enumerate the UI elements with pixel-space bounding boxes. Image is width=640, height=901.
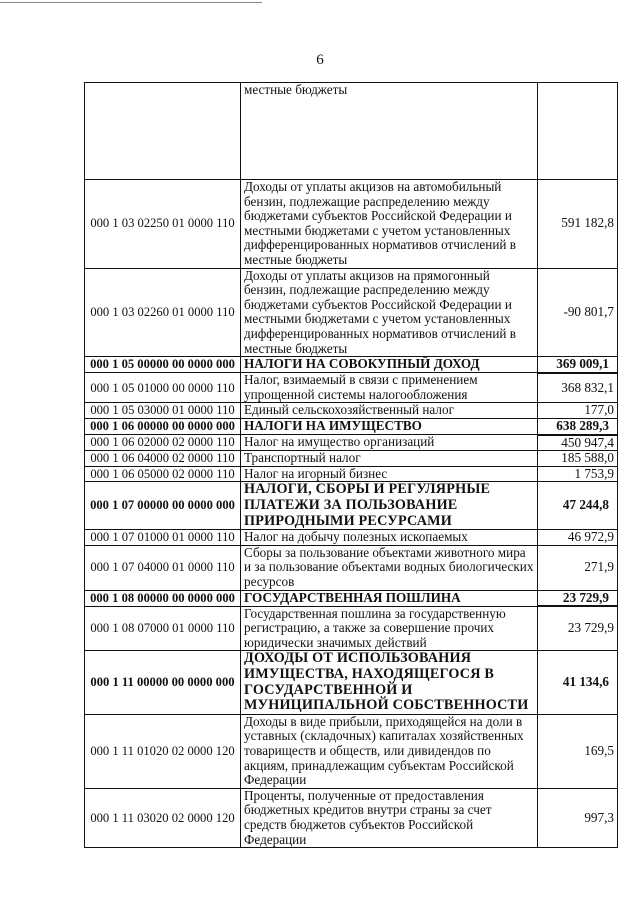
row-value: 23 729,9 (538, 606, 618, 651)
table-row (85, 606, 618, 651)
row-name: ДОХОДЫ ОТ ИСПОЛЬЗОВАНИЯ ИМУЩЕСТВА, НАХОДЯЩЕГОСЯ В ГОСУДАРСТВЕННОЙ И МУНИЦИПАЛЬНОЙ СОБСТВЕННОСТИ (241, 651, 538, 714)
row-code: 000 1 05 03000 01 0000 110 (85, 403, 241, 419)
row-name: НАЛОГИ НА ИМУЩЕСТВО (241, 419, 538, 435)
row-name: Сборы за пользование объектами животного мира и за пользование объектами водных биологических ресурсов (241, 545, 538, 590)
revenue-table (84, 82, 618, 848)
table-row (85, 403, 618, 419)
row-name: Проценты, полученные от предоставления бюджетных кредитов внутри страны за счет средств бюджетов субъектов Российской Федерации (241, 788, 538, 847)
table-row-section (85, 651, 618, 714)
row-name: Доходы от уплаты акцизов на прямогонный бензин, подлежащие распределению между бюджетами субъектов Российской Федерации и местными бюджетами с учетом установленных дифференцированных нормативов отчислений в местные бюджеты (241, 268, 538, 357)
row-value: 1 753,9 (538, 466, 618, 482)
table-row (85, 373, 618, 403)
top-rule (0, 2, 262, 3)
table-row (85, 788, 618, 847)
row-name: Доходы от уплаты акцизов на автомобильный бензин, подлежащие распределению между бюджетами субъектов Российской Федерации и местными бюджетами с учетом установленных дифференцированных нормативов отчислений в местные бюджеты (241, 180, 538, 269)
row-name: Налог на имущество организаций (241, 435, 538, 451)
row-name: местные бюджеты (241, 83, 538, 180)
row-value: 169,5 (538, 714, 618, 788)
table-row (85, 83, 618, 180)
row-value: 271,9 (538, 545, 618, 590)
row-code: 000 1 11 03020 02 0000 120 (85, 788, 241, 847)
table-row-section (85, 419, 618, 435)
table-row (85, 530, 618, 546)
row-value: 368 832,1 (538, 373, 618, 403)
row-name: ГОСУДАРСТВЕННАЯ ПОШЛИНА (241, 590, 538, 606)
table-row (85, 180, 618, 269)
row-name: Налог на добычу полезных ископаемых (241, 530, 538, 546)
table-row (85, 714, 618, 788)
table-row-section (85, 590, 618, 606)
row-value: 591 182,8 (538, 180, 618, 269)
table-row (85, 466, 618, 482)
table-row (85, 435, 618, 451)
row-value: 450 947,4 (538, 435, 618, 451)
row-name: Доходы в виде прибыли, приходящейся на доли в уставных (складочных) капиталах хозяйственных товариществ и обществ, или дивидендов по акциям, принадлежащим субъектам Российской Федерации (241, 714, 538, 788)
table-row (85, 268, 618, 357)
row-name: Единый сельскохозяйственный налог (241, 403, 538, 419)
row-name: НАЛОГИ НА СОВОКУПНЫЙ ДОХОД (241, 357, 538, 373)
row-value: 47 244,8 (538, 482, 618, 530)
row-name: НАЛОГИ, СБОРЫ И РЕГУЛЯРНЫЕ ПЛАТЕЖИ ЗА ПОЛЬЗОВАНИЕ ПРИРОДНЫМИ РЕСУРСАМИ (241, 482, 538, 530)
row-code: 000 1 03 02260 01 0000 110 (85, 268, 241, 357)
row-code (85, 83, 241, 180)
row-name: Транспортный налог (241, 451, 538, 467)
row-value: 41 134,6 (538, 651, 618, 714)
table-row-section (85, 482, 618, 530)
row-code: 000 1 06 04000 02 0000 110 (85, 451, 241, 467)
row-code: 000 1 06 02000 02 0000 110 (85, 435, 241, 451)
row-code: 000 1 06 00000 00 0000 000 (85, 419, 241, 435)
row-value: 177,0 (538, 403, 618, 419)
row-value: 185 588,0 (538, 451, 618, 467)
row-code: 000 1 11 01020 02 0000 120 (85, 714, 241, 788)
row-code: 000 1 08 00000 00 0000 000 (85, 590, 241, 606)
row-name: Государственная пошлина за государственную регистрацию, а также за совершение прочих юридически значимых действий (241, 606, 538, 651)
page-number: 6 (316, 52, 324, 68)
row-value: 46 972,9 (538, 530, 618, 546)
row-code: 000 1 07 00000 00 0000 000 (85, 482, 241, 530)
row-value: -90 801,7 (538, 268, 618, 357)
table-row (85, 545, 618, 590)
row-name: Налог на игорный бизнес (241, 466, 538, 482)
table-row (85, 451, 618, 467)
table-row-section (85, 357, 618, 373)
row-code: 000 1 05 00000 00 0000 000 (85, 357, 241, 373)
row-value: 369 009,1 (538, 357, 618, 373)
row-code: 000 1 07 01000 01 0000 110 (85, 530, 241, 546)
row-code: 000 1 08 07000 01 0000 110 (85, 606, 241, 651)
row-code: 000 1 06 05000 02 0000 110 (85, 466, 241, 482)
row-code: 000 1 07 04000 01 0000 110 (85, 545, 241, 590)
row-value: 638 289,3 (538, 419, 618, 435)
row-value (538, 83, 618, 180)
row-value: 23 729,9 (538, 590, 618, 606)
row-code: 000 1 11 00000 00 0000 000 (85, 651, 241, 714)
row-name: Налог, взимаемый в связи с применением упрощенной системы налогообложения (241, 373, 538, 403)
row-code: 000 1 05 01000 00 0000 110 (85, 373, 241, 403)
row-value: 997,3 (538, 788, 618, 847)
row-code: 000 1 03 02250 01 0000 110 (85, 180, 241, 269)
